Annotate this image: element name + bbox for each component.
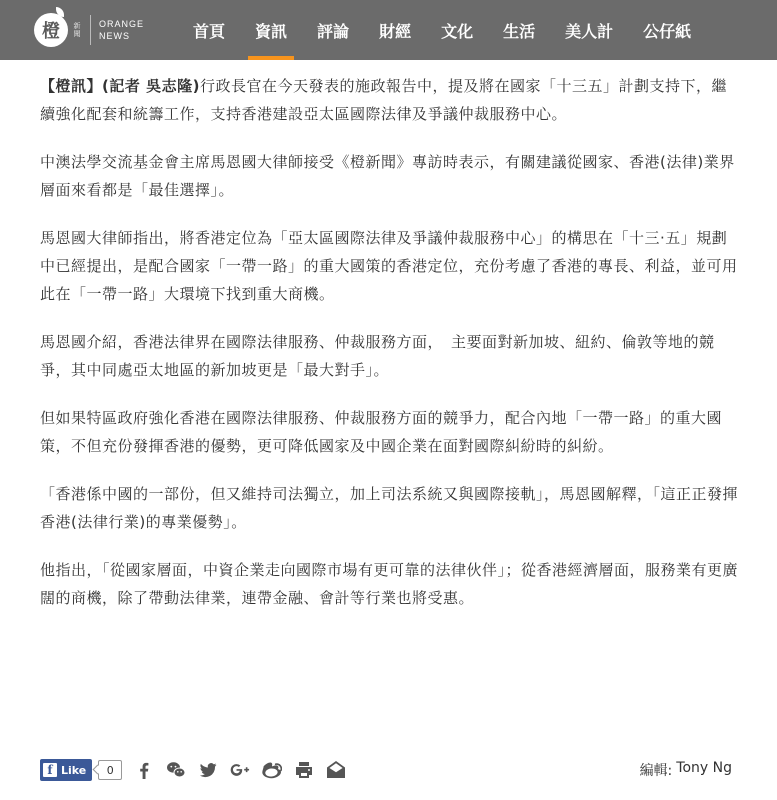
article-footer — [40, 756, 732, 784]
nav-item-beauty[interactable]: 美人計 — [565, 21, 614, 41]
article-paragraph: 中澳法學交流基金會主席馬恩國大律師接受《橙新聞》專訪時表示，有關建議從國家、香港(法律)業界層面來看都是「最佳選擇」。 — [40, 153, 735, 199]
nav-item-opinion[interactable]: 評論 — [317, 21, 350, 41]
article-paragraph: 馬恩國大律師指出，將香港定位為「亞太區國際法律及爭議仲裁服務中心」的構思在「十三·五」規劃中已經提出，是配合國家「一帶一路」的重大國策的香港定位，充份考慮了香港的專長、利益，並可用此在「一帶一路」大環境下找到重大商機。 — [40, 229, 738, 303]
weibo-icon[interactable] — [262, 760, 282, 780]
article-paragraph — [40, 72, 740, 128]
facebook-logo-icon: f — [43, 763, 57, 777]
nav-item-culture[interactable]: 文化 — [441, 21, 474, 41]
article-paragraph: 他指出，「從國家層面，中資企業走向國際市場有更可靠的法律伙伴」；從香港經濟層面，服務業有更廣闊的商機，除了帶動法律業，連帶金融、會計等行業也將受惠。 — [40, 561, 739, 607]
logo-subtext: 新聞 — [73, 22, 81, 38]
article-paragraph-text: 行政長官在今天發表的施政報告中，提及將在國家「十三五」計劃支持下，繼續強化配套和統籌工作，支持香港建設亞太區國際法律及爭議仲裁服務中心。 — [40, 77, 727, 123]
nav-item-news[interactable]: 資訊 — [242, 0, 300, 60]
editor-label: 編輯: — [639, 763, 673, 779]
nav-item-lifestyle[interactable]: 生活 — [503, 21, 536, 41]
brand-name-line1: ORANGE — [99, 19, 145, 29]
site-logo[interactable] — [34, 0, 144, 60]
editor-credit — [636, 760, 732, 780]
orange-logo-icon: 橙 — [34, 13, 68, 47]
twitter-icon[interactable] — [198, 760, 218, 780]
google-plus-icon[interactable] — [230, 760, 250, 780]
like-count: 0 — [98, 760, 122, 780]
like-label: Like — [61, 763, 87, 777]
article-paragraph: 馬恩國介紹，香港法律界在國際法律服務、仲裁服務方面， 主要面對新加坡、紐約、倫敦等地的競爭，其中同處亞太地區的新加坡更是「最大對手」。 — [40, 333, 715, 379]
main-nav — [180, 0, 708, 60]
article-paragraph: 但如果特區政府強化香港在國際法律服務、仲裁服務方面的競爭力，配合內地「一帶一路」的重大國策，不但充份發揮香港的優勢，更可降低國家及中國企業在面對國際糾紛時的糾紛。 — [40, 409, 723, 455]
nav-item-finance[interactable]: 財經 — [379, 21, 412, 41]
nav-item-comics[interactable]: 公仔紙 — [643, 21, 692, 41]
article-body — [40, 72, 740, 632]
facebook-like-button[interactable] — [40, 759, 92, 781]
nav-item-home[interactable]: 首頁 — [193, 21, 226, 41]
editor-name: Tony Ng — [676, 760, 732, 776]
top-navigation-bar — [0, 0, 777, 60]
article-reporter: (記者 吳志隆) — [102, 77, 200, 95]
article-paragraph: 「香港係中國的一部份，但又維持司法獨立，加上司法系統又與國際接軌」，馬恩國解釋，「這正正發揮香港(法律行業)的專業優勢」。 — [40, 485, 739, 531]
print-icon[interactable] — [294, 760, 314, 780]
brand-name-line2: NEWS — [99, 31, 130, 41]
logo-divider — [90, 15, 91, 45]
email-icon[interactable] — [326, 760, 346, 780]
article-tag: 【橙訊】 — [40, 77, 103, 95]
wechat-icon[interactable] — [166, 760, 186, 780]
brand-name — [99, 18, 144, 42]
facebook-icon[interactable] — [134, 760, 154, 780]
